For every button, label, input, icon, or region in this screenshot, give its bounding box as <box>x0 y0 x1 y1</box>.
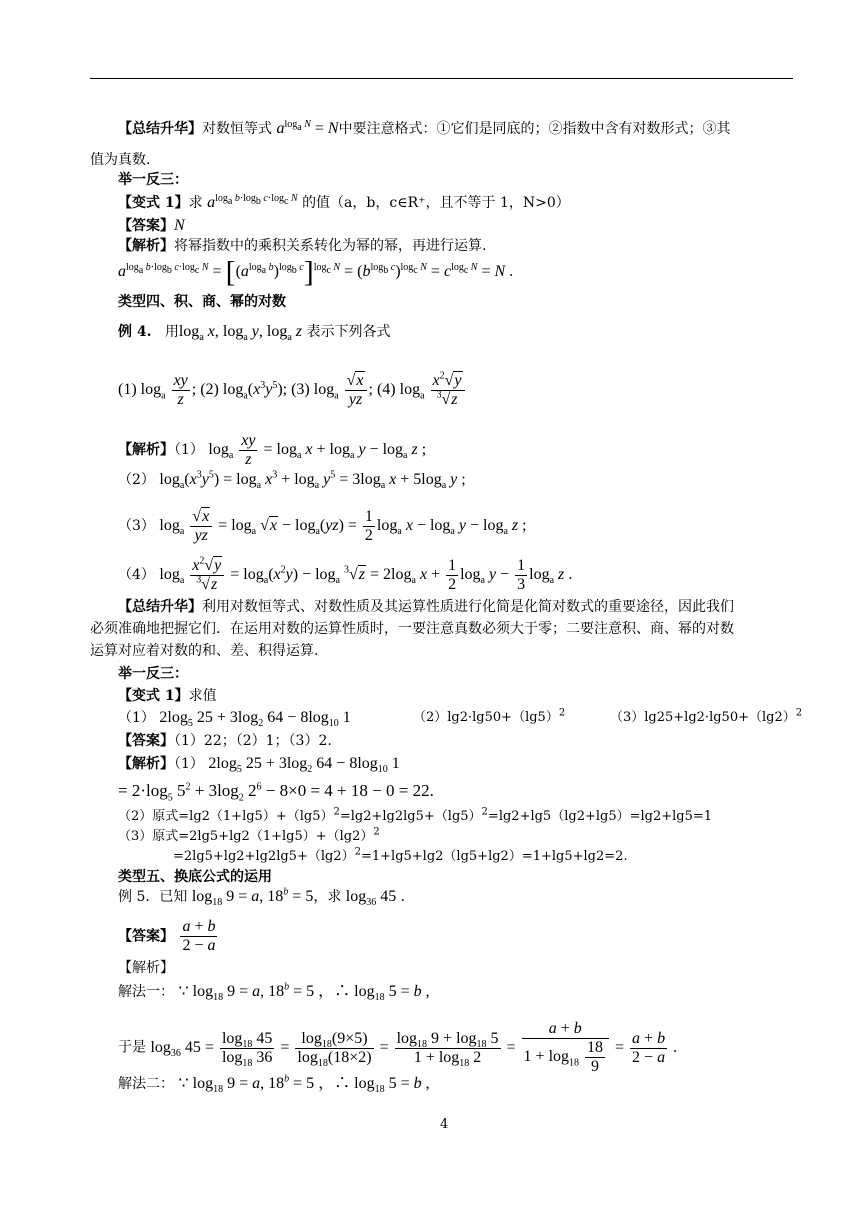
answer-5-line: 【答案】 $\frac{a + b}{2 - a}$ <box>118 918 216 954</box>
summary-line-2: 值为真数. <box>90 152 151 168</box>
calc-text: =1+lg5+lg2（lg5+lg2）=1+lg5+lg2=2. <box>360 849 628 864</box>
page-number: 4 <box>440 1117 449 1132</box>
solution-text: 于是 <box>118 1039 146 1056</box>
analysis-4-line-3: （3） $\log_a$ $\frac{√x}{yz}$ = $\log_a √x - \log_a(yz)$ = $\frac{1}{2}$ $\log_a x - \log_a y - \log_a z$ ; <box>118 508 527 544</box>
analysis-2-line-3: （3）原式$=2\lg 5+\lg 2(1+\lg 5)+(\lg 2)^2$ <box>118 826 380 844</box>
formula-derivation-1: $a^{log_a b\cdot log_b c\cdot log_c N} = [(a^{log_a b})^{log_b c}]^{log_c N} = (b^{log_b c})^{log_c N} = c^{log_c N} = N$ . <box>118 255 514 289</box>
analysis-5-tag: 【解析】 <box>118 960 174 976</box>
calc-text: =lg2+lg5（lg2+lg5）=lg2+lg5=1 <box>487 809 713 824</box>
summary-text: 中要注意格式：①它们是同底的；②指数中含有对数形式；③其 <box>338 121 731 137</box>
analysis-tag: 【解析】 <box>118 756 174 772</box>
example-4-formulas: (1) $\log_a$ $\frac{xy}{z}$ ; (2) $\log_a(x^3y^5)$; (3) $\log_a$ $\frac{√x}{yz}$ ; (4) $\log_a$ $\frac{x^2√y}{^3√z}$ <box>118 372 467 409</box>
solution-label: 解法一： <box>118 984 174 1000</box>
analysis-4-line-1: 【解析】（1） $\log_a$ $\frac{xy}{z}$ = $\log_a x + \log_a y - \log_a z$ ; <box>118 432 427 468</box>
variant-text: 的值（a，b，c∈R⁺，且不等于 1，N>0） <box>302 195 570 211</box>
variant-tag: 【变式 1】 <box>118 688 189 704</box>
header-rule <box>90 78 793 79</box>
summary-2-line-3: 运算对应着对数的和、差、积得运算. <box>90 643 319 659</box>
variant-2-line <box>118 686 217 706</box>
section-heading: 类型四、积、商、幂的对数 <box>118 294 286 310</box>
summary-tag: 【总结升华】 <box>118 121 202 137</box>
calc-text: =2lg5+lg2+lg2lg5+（lg2） <box>173 849 355 864</box>
example-text: 例 5．已知 <box>118 889 188 905</box>
variant-tag: 【变式 1】 <box>118 195 189 211</box>
variant-2-items: （1） $2\log_5$ $25 + 3\log_2$ $64 - 8\log_{10}$ 1 $(2)\lg 2\cdot\lg 50+(\lg 5)^2$ $(3)\lg 25+\lg 2\cdot\lg 50+(\lg 2)^2$ <box>118 707 803 730</box>
example-text: 用 <box>164 324 179 340</box>
summary-line-1 <box>118 119 731 139</box>
example-text: ，求 <box>313 889 342 905</box>
summary-tag: 【总结升华】 <box>118 599 202 615</box>
calc-text: （2）原式=lg2（1+lg5）+（lg5） <box>118 809 334 824</box>
part-label: （3） <box>118 518 155 535</box>
answer-line <box>118 216 185 236</box>
solution-label: 解法二： <box>118 1076 174 1092</box>
analysis-2-line-2: （2）原式$=\lg 2(1+\lg 5)+(\lg 5)^2=\lg 2+\lg 2\lg 5+(\lg 5)^2=\lg 2+\lg 5(\lg 2+\lg 5)=\lg 2+\lg 5=1$ <box>118 806 713 824</box>
calc-text: =lg2+lg2lg5+（lg5） <box>339 809 482 824</box>
item-3: （3）lg25+lg2·lg50+（lg2） <box>610 710 796 725</box>
answer-tag: 【答案】 <box>118 218 174 234</box>
summary-2-line-1 <box>118 597 734 617</box>
analysis-2-derivation: = $2\cdot\log_5$ $5^2 + 3\log_2$ $2^6 - 8\times 0 = 4 + 18 - 0 = 22$. <box>118 781 434 804</box>
formula-log-identity: $a^{log_a N} = N$ <box>276 118 339 137</box>
analysis-line <box>118 236 486 256</box>
example-4-line: 例 4. 用$\log_a x$, $\log_a y$, $\log_a z$ 表示下列各式 <box>118 323 391 344</box>
summary-text: 对数恒等式 <box>202 121 272 137</box>
variant-text: 求 <box>188 195 203 211</box>
analysis-4-line-4: （4） $\log_a$ $\frac{x^2√y}{^3√z}$ = $\log_a(x^2y) - \log_a ^3√z = 2\log_a$ x + $\frac{1}{2}$ $\log_a y$ − $\frac{1}{3}$ $\log_a z$ . <box>118 555 573 593</box>
answer-2-line <box>118 731 332 751</box>
variant-text: 求值 <box>188 688 217 704</box>
solution-1-derivation: 于是 $\log_{36} 45$ = $\frac{\log_{18} 45}{\log_{18} 36}$ = $\frac{\log_{18}(9\times 5)}{\log_{18}(18\times 2)}$ = $\frac{\log_{18} 9 + \log_{18} 5}{1 + \log_{18} 2}$ = a + b $1 + \log_{18}$ $\frac{18}{9}$ = $\frac{a + b}{2 - a}$ . <box>118 1020 678 1075</box>
summary-text: 利用对数恒等式、对数性质及其运算性质进行化简是化简对数式的重要途径，因此我们 <box>202 599 734 615</box>
section-heading: 类型五、换底公式的运用 <box>118 869 272 885</box>
answer-value: N <box>174 217 185 234</box>
analysis-tag: 【解析】 <box>118 238 174 254</box>
solution-1-line: 解法一： ∵ $\log_{18} 9 = a$, $18^b = 5$ ，∴ $\log_{18} 5 = b$ , <box>118 981 430 1004</box>
part-label: （4） <box>118 567 155 584</box>
example-label: 例 4. <box>118 324 152 340</box>
formula-variant: $a^{log_a b\cdot log_b c\cdot log_c N}$ <box>207 192 298 211</box>
part-label: （1） <box>174 442 204 459</box>
answer-tag: 【答案】 <box>118 928 174 945</box>
analysis-2-line-1: 【解析】（1） $2\log_5$ $25 + 3\log_2$ $64 - 8\log_{10}$ 1 <box>118 755 400 776</box>
analysis-tag: 【解析】 <box>118 442 174 459</box>
calc-text: （3）原式=2lg5+lg2（1+lg5）+（lg2） <box>118 829 374 844</box>
item-2: （2）lg2·lg50+（lg5） <box>413 710 559 725</box>
answer-tag: 【答案】 <box>118 733 174 749</box>
variant-line <box>118 193 570 213</box>
analysis-text: 将幂指数中的乘积关系转化为幂的幂，再进行运算. <box>174 238 487 254</box>
part-label: （2） <box>118 472 155 488</box>
part-label: （1） <box>174 756 204 772</box>
example-text: 表示下列各式 <box>306 324 391 340</box>
example-5-line: 例 5．已知 $\log_{18} 9 = a$, $18^b = 5$，求 $\log_{36} 45$ . <box>118 886 406 909</box>
analysis-2-line-4: $=2\lg 5+\lg 2+\lg 2\lg 5+(\lg 2)^2=1+\lg 5+\lg 2(\lg 5+\lg 2)=1+\lg 5+\lg 2=2$. <box>173 846 628 864</box>
section-heading: 举一反三： <box>118 172 188 188</box>
solution-2-line: 解法二： ∵ $\log_{18} 9 = a$, $18^b = 5$ ，∴ $\log_{18} 5 = b$ , <box>118 1073 430 1096</box>
answer-value: （1）22；（2）1；（3）2. <box>174 733 332 749</box>
section-heading: 举一反三： <box>118 666 188 682</box>
item-label: （1） <box>118 710 155 726</box>
analysis-4-line-2: （2） $\log_a(x^3y^5) = \log_a x^3 + \log_a y^5 = 3\log_a$ $x + 5\log_a$ y ; <box>118 469 466 492</box>
summary-2-line-2: 必须准确地把握它们．在运用对数的运算性质时，一要注意真数必须大于零；二要注意积、商、幂的对数 <box>90 621 734 637</box>
